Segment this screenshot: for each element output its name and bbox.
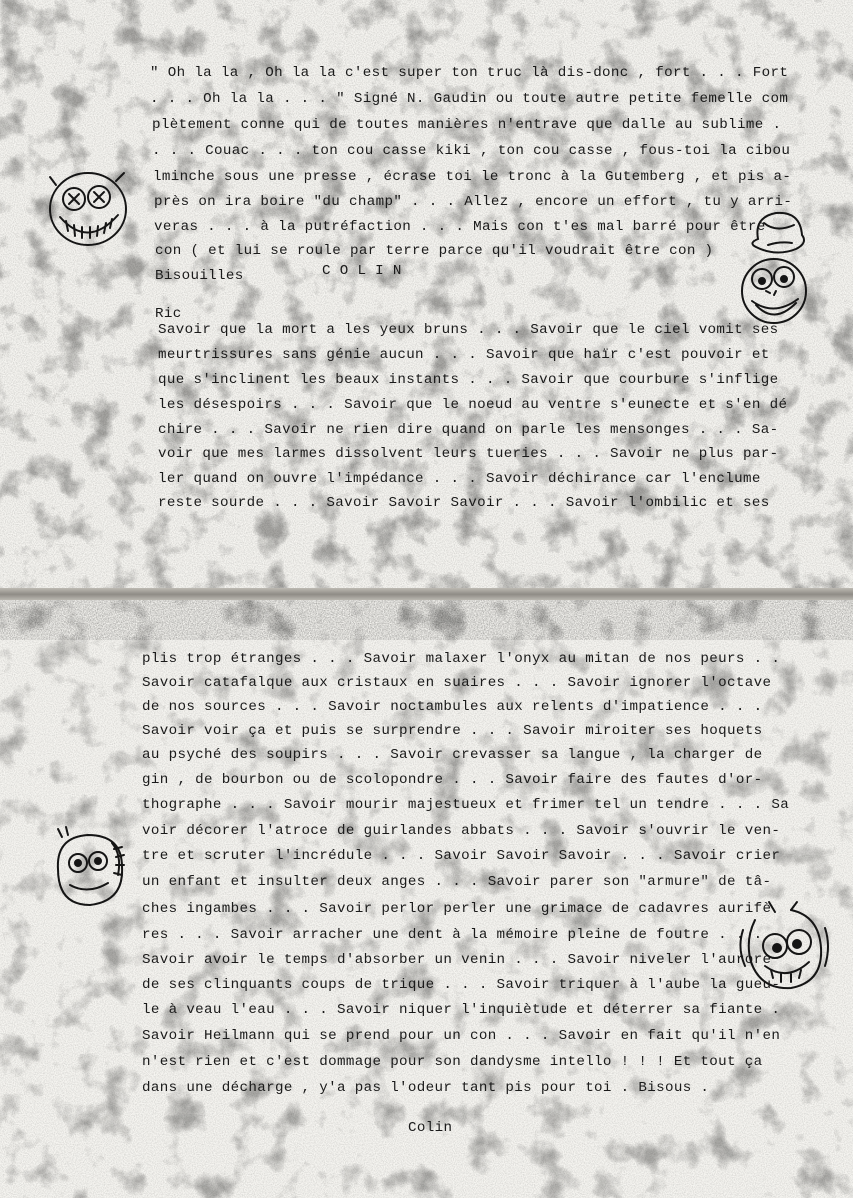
text-line: lminche sous une presse , écrase toi le tronc à la Gutemberg , et pis a- bbox=[153, 169, 792, 185]
text-line: ches ingambes . . . Savoir perlor perler une grimace de cadavres aurifè bbox=[142, 901, 772, 917]
text-line: gin , de bourbon ou de scolopondre . . . Savoir faire des fautes d'or- bbox=[142, 772, 763, 788]
poem-title: Ric bbox=[155, 306, 182, 322]
bottom-page bbox=[0, 600, 853, 1198]
face-with-hat-icon bbox=[736, 205, 816, 327]
text-line: Savoir voir ça et puis se surprendre . . . Savoir miroiter ses hoquets bbox=[142, 723, 763, 739]
text-line: Savoir Heilmann qui se prend pour un con . . . Savoir en fait qu'il n'en bbox=[142, 1028, 781, 1044]
text-line: le à veau l'eau . . . Savoir niquer l'inquiètude et déterrer sa fiante . bbox=[142, 1002, 781, 1018]
closing-word: Bisouilles bbox=[155, 268, 244, 284]
text-line: plètement conne qui de toutes manières n'entrave que dalle au sublime . bbox=[152, 117, 782, 133]
text-line: tre et scruter l'incrédule . . . Savoir Savoir Savoir . . . Savoir crier bbox=[142, 848, 781, 864]
face-x-eyes-icon bbox=[42, 165, 134, 253]
text-line: de nos sources . . . Savoir noctambules aux relents d'impatience . . . bbox=[142, 699, 763, 715]
text-line: voir décorer l'atroce de guirlandes abbats . . . Savoir s'ouvrir le ven- bbox=[142, 823, 781, 839]
signature-colin: C O L I N bbox=[322, 263, 402, 279]
text-line: veras . . . à la putréfaction . . . Mais con t'es mal barré pour être bbox=[154, 219, 766, 235]
text-line: res . . . Savoir arracher une dent à la mémoire pleine de foutre . . . bbox=[142, 927, 763, 943]
text-line: . . . Couac . . . ton cou casse kiki , ton cou casse , fous-toi la cibou bbox=[152, 143, 791, 159]
face-bug-antennae-icon bbox=[735, 900, 831, 996]
text-line: Savoir avoir le temps d'absorber un venin . . . Savoir niveler l'aurore bbox=[142, 952, 772, 968]
poem-line: chire . . . Savoir ne rien dire quand on parle les mensonges . . . Sa- bbox=[158, 422, 779, 438]
signature-colin: Colin bbox=[408, 1120, 453, 1136]
poem-line: meurtrissures sans génie aucun . . . Savoir que haïr c'est pouvoir et bbox=[158, 347, 770, 363]
poem-line: les désespoirs . . . Savoir que le noeud au ventre s'eunecte et s'en dé bbox=[158, 397, 788, 413]
text-line: près on ira boire "du champ" . . . Allez , encore un effort , tu y arri- bbox=[154, 194, 793, 210]
poem-line: Savoir que la mort a les yeux bruns . . . Savoir que le ciel vomit ses bbox=[158, 322, 779, 338]
face-spiral-eyes-icon bbox=[48, 825, 130, 911]
poem-line: reste sourde . . . Savoir Savoir Savoir . . . Savoir l'ombilic et ses bbox=[158, 495, 770, 511]
text-line: thographe . . . Savoir mourir majestueux et frimer tel un tendre . . . Sa bbox=[142, 797, 790, 813]
text-line: . . . Oh la la . . . " Signé N. Gaudin ou toute autre petite femelle com bbox=[150, 91, 789, 107]
poem-line: que s'inclinent les beaux instants . . . Savoir que courbure s'inflige bbox=[158, 372, 779, 388]
poem-line: voir que mes larmes dissolvent leurs tueries . . . Savoir ne plus par- bbox=[158, 446, 779, 462]
text-line: au psyché des soupirs . . . Savoir crevasser sa langue , la charger de bbox=[142, 747, 763, 763]
text-line: de ses clinquants coups de trique . . . Savoir triquer à l'aube la gueu- bbox=[142, 977, 781, 993]
text-line: con ( et lui se roule par terre parce qu'il voudrait être con ) bbox=[155, 243, 714, 259]
text-line: " Oh la la , Oh la la c'est super ton truc là dis-donc , fort . . . Fort bbox=[150, 65, 789, 81]
text-line: plis trop étranges . . . Savoir malaxer l'onyx au mitan de nos peurs . . bbox=[142, 651, 781, 667]
text-line: Savoir catafalque aux cristaux en suaires . . . Savoir ignorer l'octave bbox=[142, 675, 772, 691]
text-line: n'est rien et c'est dommage pour son dandysme intello ! ! ! Et tout ça bbox=[142, 1054, 763, 1070]
poem-line: ler quand on ouvre l'impédance . . . Savoir déchirance car l'enclume bbox=[158, 471, 761, 487]
text-line: un enfant et insulter deux anges . . . Savoir parer son "armure" de tâ- bbox=[142, 874, 772, 890]
text-line: dans une décharge , y'a pas l'odeur tant pis pour toi . Bisous . bbox=[142, 1080, 710, 1096]
top-page bbox=[0, 0, 853, 590]
